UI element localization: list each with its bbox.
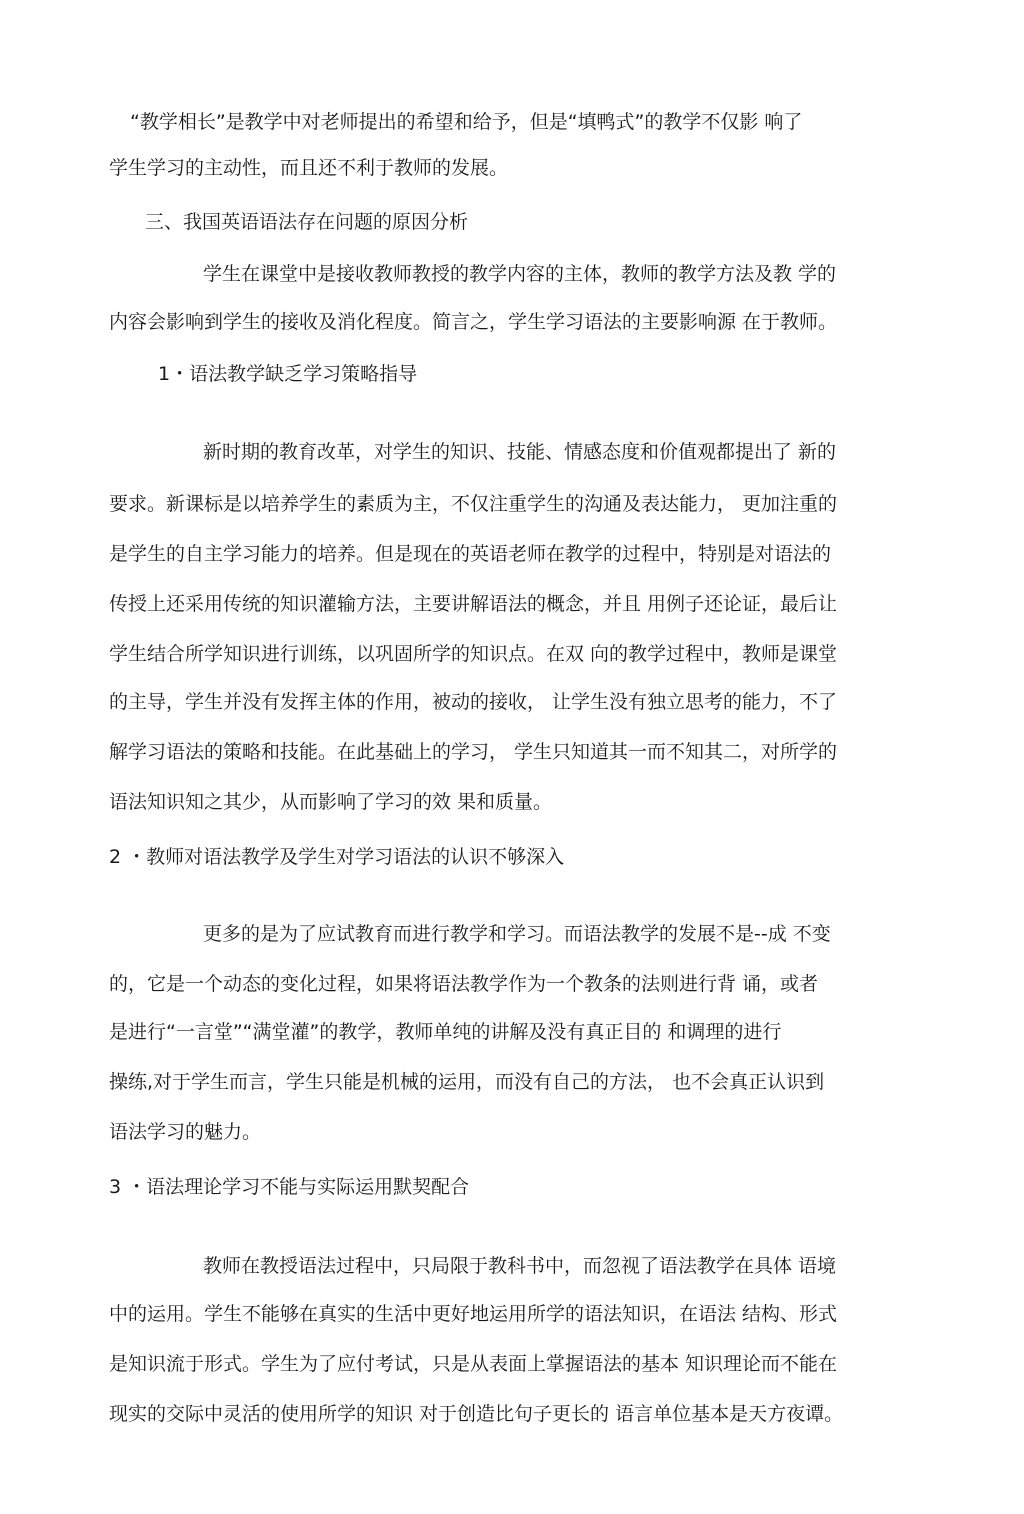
section-heading: 三、我国英语语法存在问题的原因分析 bbox=[145, 211, 469, 233]
paragraph-1-line-2: 要求。新课标是以培养学生的素质为主，不仅注重学生的沟通及表达能力， 更加注重的 bbox=[109, 493, 838, 515]
paragraph-2-line-3: 是进行“一言堂”“满堂灌”的教学，教师单纯的讲解及没有真正目的 和调理的进行 bbox=[109, 1021, 782, 1043]
paragraph-1-line-5: 学生结合所学知识进行训练，以巩固所学的知识点。在双 向的教学过程中，教师是课堂 bbox=[109, 643, 838, 665]
section-paragraph-line-1: 学生在课堂中是接收教师教授的教学内容的主体，教师的教学方法及教 学的 bbox=[203, 263, 837, 285]
subheading-1: 1・语法教学缺乏学习策略指导 bbox=[158, 363, 418, 385]
paragraph-1-line-8: 语法知识知之其少，从而影响了学习的效 果和质量。 bbox=[109, 791, 553, 813]
paragraph-1-line-7: 解学习语法的策略和技能。在此基础上的学习， 学生只知道其一而不知其二，对所学的 bbox=[109, 741, 838, 763]
paragraph-1-line-3: 是学生的自主学习能力的培养。但是现在的英语老师在教学的过程中，特别是对语法的 bbox=[109, 543, 832, 565]
subheading-2: 2 ・教师对语法教学及学生对学习语法的认识不够深入 bbox=[109, 846, 565, 868]
paragraph-3-line-2: 中的运用。学生不能够在真实的生活中更好地运用所学的语法知识，在语法 结构、形式 bbox=[109, 1303, 838, 1325]
paragraph-1-line-4: 传授上还采用传统的知识灌输方法，主要讲解语法的概念，并且 用例子还论证，最后让 bbox=[109, 593, 838, 615]
subheading-3: 3 ・语法理论学习不能与实际运用默契配合 bbox=[109, 1176, 470, 1198]
paragraph-2-line-4: 操练,对于学生而言，学生只能是机械的运用，而没有自己的方法， 也不会真正认识到 bbox=[109, 1071, 825, 1093]
paragraph-3-line-3: 是知识流于形式。学生为了应付考试，只是从表面上掌握语法的基本 知识理论而不能在 bbox=[109, 1353, 838, 1375]
intro-line-2: 学生学习的主动性，而且还不利于教师的发展。 bbox=[109, 157, 509, 179]
paragraph-2-line-1: 更多的是为了应试教育而进行教学和学习。而语法教学的发展不是--成 不变 bbox=[203, 923, 831, 945]
paragraph-3-line-4: 现实的交际中灵活的使用所学的知识 对于创造比句子更长的 语言单位基本是天方夜谭。 bbox=[109, 1403, 844, 1425]
intro-line-1: “教学相长”是教学中对老师提出的希望和给予，但是“填鸭式”的教学不仅影 响了 bbox=[130, 111, 803, 133]
paragraph-2-line-2: 的，它是一个动态的变化过程，如果将语法教学作为一个教条的法则进行背 诵，或者 bbox=[109, 973, 819, 995]
paragraph-1-line-1: 新时期的教育改革，对学生的知识、技能、情感态度和价值观都提出了 新的 bbox=[203, 441, 837, 463]
paragraph-2-line-5: 语法学习的魅力。 bbox=[109, 1121, 262, 1143]
paragraph-3-line-1: 教师在教授语法过程中，只局限于教科书中，而忽视了语法教学在具体 语境 bbox=[203, 1255, 837, 1277]
section-paragraph-line-2: 内容会影响到学生的接收及消化程度。简言之，学生学习语法的主要影响源 在于教师。 bbox=[109, 311, 838, 333]
paragraph-1-line-6: 的主导，学生并没有发挥主体的作用，被动的接收， 让学生没有独立思考的能力，不了 bbox=[109, 691, 838, 713]
